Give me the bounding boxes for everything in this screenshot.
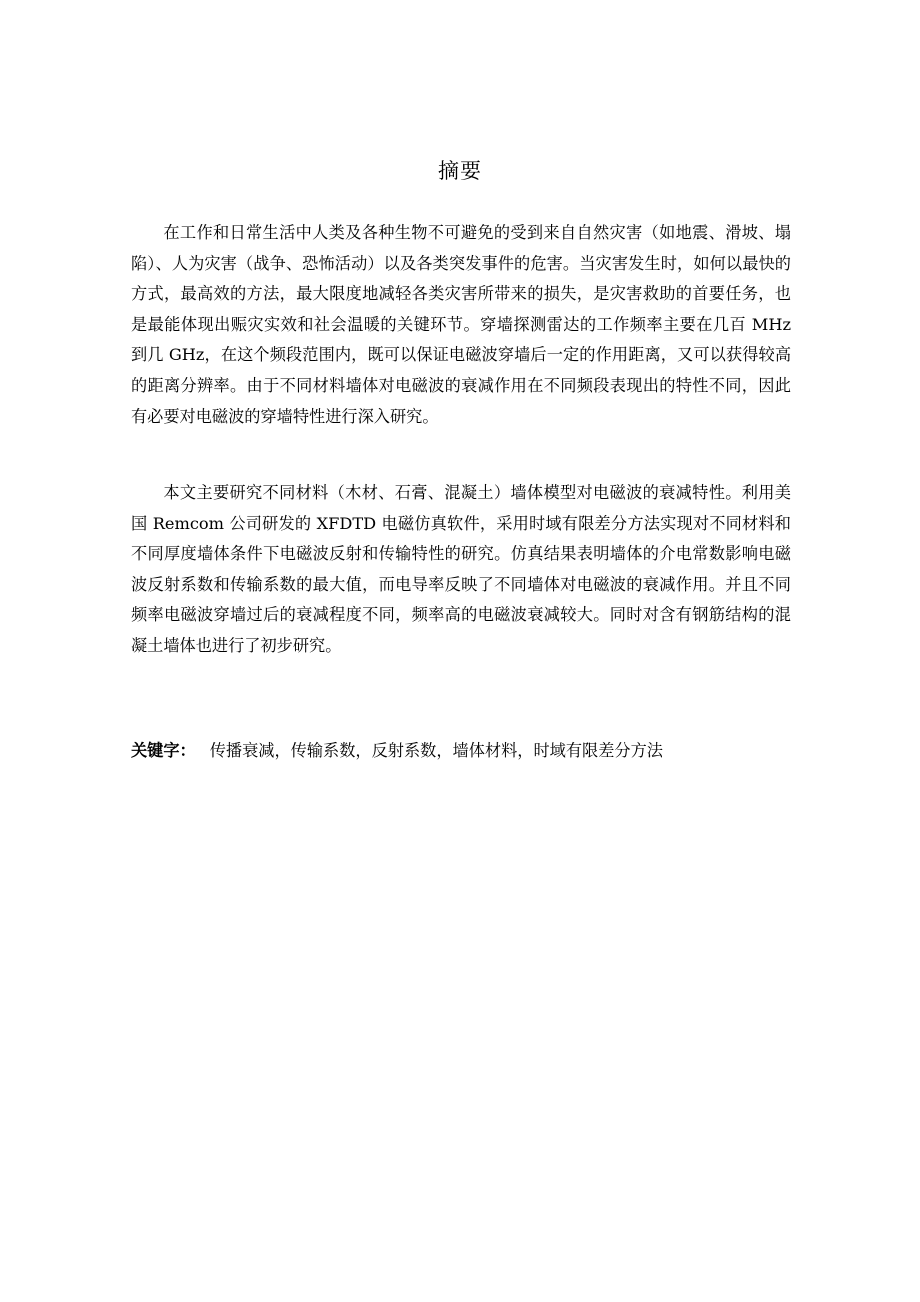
abstract-title: 摘要 bbox=[438, 159, 482, 183]
keywords-list: 传播衰减，传输系数，反射系数，墙体材料，时域有限差分方法 bbox=[209, 741, 663, 760]
abstract-paragraph-1-container bbox=[131, 218, 791, 432]
abstract-paragraph-2: 本文主要研究不同材料（木材、石膏、混凝土）墙体模型对电磁波的衰减特性。利用美国 Remcom 公司研发的 XFDTD 电磁仿真软件，采用时域有限差分方法实现对不同材料和不同厚度墙体条件下电磁波反射和传输特性的研究。仿真结果表明墙体的介电常数影响电磁波反射系数和传输系数的最大值，而电导率反映了不同墙体对电磁波的衰减作用。并且不同频率电磁波穿墙过后的衰减程度不同，频率高的电磁波衰减较大。同时对含有钢筋结构的混凝土墙体也进行了初步研究。 bbox=[131, 483, 791, 655]
keywords-label: 关键字： bbox=[131, 741, 196, 760]
keywords-line bbox=[131, 736, 811, 766]
abstract-paragraph-1: 在工作和日常生活中人类及各种生物不可避免的受到来自自然灾害（如地震、滑坡、塌陷）、人为灾害（战争、恐怖活动）以及各类突发事件的危害。当灾害发生时，如何以最快的方式，最高效的方法，最大限度地减轻各类灾害所带来的损失，是灾害救助的首要任务，也是最能体现出赈灾实效和社会温暖的关键环节。穿墙探测雷达的工作频率主要在几百 MHz 到几 GHz，在这个频段范围内，既可以保证电磁波穿墙后一定的作用距离，又可以获得较高的距离分辨率。由于不同材料墙体对电磁波的衰减作用在不同频段表现出的特性不同，因此有必要对电磁波的穿墙特性进行深入研究。 bbox=[131, 223, 791, 426]
abstract-paragraph-2-container bbox=[131, 478, 791, 662]
